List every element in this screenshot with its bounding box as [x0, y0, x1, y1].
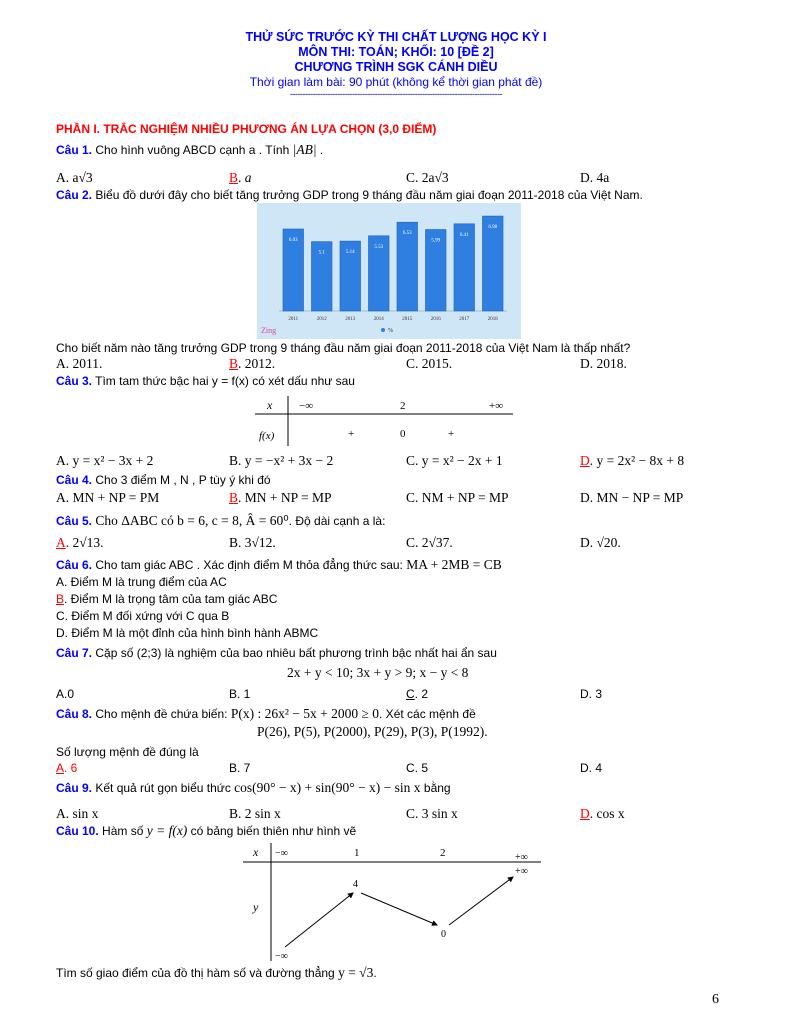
arrow-down: [361, 893, 437, 925]
sign-positive: +: [348, 428, 355, 440]
exam-program: CHƯƠNG TRÌNH SGK CÁNH DIỀU: [294, 60, 498, 74]
bar-value-label: 5.14: [345, 250, 355, 256]
trig-expression: cos(90° − x) + sin(90° − x) − sin x: [234, 780, 421, 795]
q1-option-d[interactable]: D. 4a: [580, 170, 610, 185]
question-3: [56, 374, 355, 388]
question-6: [56, 557, 502, 573]
question-text: . Độ dài cạnh a là:: [288, 514, 386, 528]
punctuation: .: [373, 966, 377, 980]
q2-option-d[interactable]: D. 2018.: [580, 356, 627, 371]
question-text: bằng: [423, 781, 451, 795]
q6-option-d[interactable]: D. Điểm M là một đỉnh của hình bình hành ABMC: [56, 626, 319, 640]
question-text: Biểu đồ dưới đây cho biết tăng trưởng GDP trong 9 tháng đầu năm giai đoạn 2011-2018 của Việt Nam.: [95, 188, 643, 202]
question-text: Cho mệnh đề chứa biến:: [95, 707, 228, 721]
exam-duration: Thời gian làm bài: 90 phút (không kể thời gian phát đề): [249, 75, 543, 89]
question-4: [56, 473, 271, 487]
category-label: 2016: [430, 317, 441, 322]
question-label: Câu 7.: [56, 646, 93, 660]
exam-subject: MÔN THI: TOÁN; KHỐI: 10 [ĐỀ 2]: [298, 45, 494, 59]
legend-swatch: [381, 328, 385, 332]
q4-option-d[interactable]: D. MN − NP = MP: [580, 490, 684, 505]
question-2: [56, 188, 643, 202]
q1-option-b[interactable]: B. a: [229, 170, 252, 185]
answer-mark: B: [229, 356, 239, 371]
question-label: Câu 4.: [56, 473, 93, 487]
root-value: 2: [400, 400, 406, 412]
category-label: 2015: [402, 317, 413, 322]
abs-vector: |AB|: [292, 142, 317, 157]
pos-inf: +∞: [515, 852, 528, 863]
question-text: Tìm tam thức bậc hai y = f(x) có xét dấu như sau: [95, 374, 355, 388]
q8-option-d[interactable]: D. 4: [580, 761, 603, 775]
q3-option-b[interactable]: B. y = −x² + 3x − 2: [229, 453, 334, 468]
y-pos-inf: +∞: [515, 866, 528, 877]
gdp-bar-chart: [257, 203, 521, 339]
q8-option-b[interactable]: B. 7: [229, 761, 251, 775]
q4-option-a[interactable]: A. MN + NP = PM: [56, 490, 160, 505]
arrow-up: [449, 877, 513, 925]
function-name: y = f(x): [146, 823, 188, 838]
q8-option-c[interactable]: C. 5: [406, 761, 429, 775]
answer-mark: D: [580, 806, 590, 821]
sign-table: [255, 393, 515, 449]
bar-value-label: 5.99: [431, 238, 441, 244]
neg-inf: −∞: [299, 400, 314, 412]
q2-question: Cho biết năm nào tăng trưởng GDP trong 9 tháng đầu năm giai đoạn 2011-2018 của Việt Nam là thấp nhất?: [56, 341, 631, 355]
q6-option-a[interactable]: A. Điểm M là trung điểm của AC: [56, 575, 227, 589]
q2-option-b[interactable]: B. 2012.: [229, 356, 276, 371]
question-text: Hàm số: [102, 824, 144, 838]
question-10: [56, 823, 356, 839]
question-label: Câu 5.: [56, 514, 93, 528]
question-9: [56, 780, 451, 796]
question-label: Câu 1.: [56, 143, 93, 157]
bar-value-label: 6.03: [288, 237, 298, 243]
question-text: Cặp số (2;3) là nghiệm của bao nhiêu bất phương trình bậc nhất hai ẩn sau: [95, 646, 497, 660]
x-label: x: [267, 398, 273, 412]
arrow-up: [285, 893, 353, 947]
q4-option-c[interactable]: C. NM + NP = MP: [406, 490, 509, 505]
question-5: [56, 513, 385, 529]
question-label: Câu 10.: [56, 824, 99, 838]
q6-option-b[interactable]: B. Điểm M là trọng tâm của tam giác ABC: [56, 592, 278, 606]
sign-positive: +: [448, 428, 455, 440]
category-label: 2017: [459, 317, 470, 322]
q7-option-a[interactable]: A.0: [56, 687, 75, 701]
variation-table: [243, 841, 543, 963]
header-rule: -------------------------------------------------------------------------------------: [289, 89, 503, 99]
q6-option-c[interactable]: C. Điểm M đối xứng với C qua B: [56, 609, 230, 623]
q5-option-d[interactable]: D. √20.: [580, 535, 621, 550]
question-label: Câu 2.: [56, 188, 93, 202]
question-text: Cho hình vuông ABCD cạnh a . Tính: [95, 143, 290, 157]
y-min: 0: [441, 929, 446, 940]
bar-value-label: 5.53: [374, 244, 384, 250]
q1-option-a[interactable]: A. a√3: [56, 170, 93, 185]
q5-option-b[interactable]: B. 3√12.: [229, 535, 276, 550]
question-text: . Xét các mệnh đề: [379, 707, 476, 721]
q9-option-a[interactable]: A. sin x: [56, 806, 99, 821]
line-equation: y = √3: [338, 965, 374, 980]
bar-value-label: 6.41: [459, 232, 469, 238]
bar-value-label: 6.53: [402, 231, 412, 237]
bar-value-label: 6.98: [488, 225, 498, 231]
triangle-given: Cho ΔABC có b = 6, c = 8, Â = 60⁰: [95, 513, 289, 528]
q9-option-c[interactable]: C. 3 sin x: [406, 806, 458, 821]
question-label: Câu 6.: [56, 558, 93, 572]
question-label: Câu 3.: [56, 374, 93, 388]
x-label: x: [253, 845, 259, 859]
zero-value: 0: [400, 428, 406, 440]
q8-prompt: Số lượng mệnh đề đúng là: [56, 745, 199, 759]
x-critical-2: 2: [440, 847, 446, 859]
q7-option-d[interactable]: D. 3: [580, 687, 603, 701]
bar-value-label: 5.1: [318, 250, 325, 256]
q3-option-c[interactable]: C. y = x² − 2x + 1: [406, 453, 503, 468]
inequality-system: 2x + y < 10; 3x + y > 9; x − y < 8: [287, 665, 469, 680]
page-number: 6: [712, 992, 719, 1007]
q3-option-a[interactable]: A. y = x² − 3x + 2: [56, 453, 154, 468]
exam-title: THỬ SỨC TRƯỚC KỲ THI CHẤT LƯỢNG HỌC KỲ I: [245, 30, 547, 44]
q2-option-c[interactable]: C. 2015.: [406, 356, 453, 371]
category-label: 2018: [487, 317, 498, 322]
q7-option-b[interactable]: B. 1: [229, 687, 251, 701]
x-critical-1: 1: [354, 847, 360, 859]
answer-mark: B: [229, 170, 239, 185]
q3-option-d[interactable]: D. y = 2x² − 8x + 8: [580, 453, 685, 468]
answer-mark: B: [229, 490, 239, 505]
question-text: Cho tam giác ABC . Xác định điểm M thỏa đẳng thức sau:: [95, 558, 403, 572]
question-text: Cho 3 điểm M , N , P tùy ý khi đó: [95, 473, 271, 487]
q9-option-b[interactable]: B. 2 sin x: [229, 806, 281, 821]
answer-mark: D: [580, 453, 590, 468]
fx-label: f(x): [259, 430, 275, 442]
category-label: 2012: [316, 317, 327, 322]
q2-option-a[interactable]: A. 2011.: [56, 356, 103, 371]
answer-mark: C: [406, 687, 415, 701]
q5-option-a[interactable]: A. 2√13.: [56, 535, 104, 550]
q8-option-a[interactable]: A. 6: [56, 761, 78, 775]
q1-option-c[interactable]: C. 2a√3: [406, 170, 449, 185]
question-text: Kết quả rút gọn biểu thức: [95, 781, 231, 795]
y-max: 4: [353, 879, 358, 890]
y-label: y: [253, 900, 259, 914]
question-label: Câu 9.: [56, 781, 93, 795]
vector-equation: MA + 2MB = CB: [406, 557, 502, 572]
predicate-equation: P(x) : 26x² − 5x + 2000 ≥ 0: [230, 706, 380, 721]
chart-brand: Zing: [261, 326, 277, 335]
bar-2018: [482, 216, 503, 311]
q10-question: [56, 965, 377, 981]
question-1: Câu 1. Cho hình vuông ABCD cạnh a . Tính |AB| .: [56, 142, 324, 157]
answer-mark: A: [56, 761, 65, 775]
category-label: 2014: [373, 317, 384, 322]
pos-inf: +∞: [489, 400, 504, 412]
question-text: Tìm số giao điểm của đồ thị hàm số và đường thẳng: [56, 966, 335, 980]
q9-option-d[interactable]: D. cos x: [580, 806, 625, 821]
category-label: 2013: [345, 317, 356, 322]
neg-inf: −∞: [275, 848, 288, 859]
q7-option-c[interactable]: C. 2: [406, 687, 429, 701]
question-8: [56, 706, 476, 722]
q5-option-c[interactable]: C. 2√37.: [406, 535, 453, 550]
question-text: có bảng biến thiên như hình vẽ: [190, 824, 357, 838]
answer-mark: A: [56, 535, 66, 550]
y-neg-inf: −∞: [275, 951, 288, 962]
category-label: 2011: [288, 317, 299, 322]
section-title: PHẦN I. TRẮC NGHIỆM NHIỀU PHƯƠNG ÁN LỰA CHỌN (3,0 ĐIỂM): [56, 122, 437, 136]
q4-option-b[interactable]: B. MN + NP = MP: [229, 490, 332, 505]
question-7: [56, 646, 497, 660]
question-label: Câu 8.: [56, 707, 93, 721]
answer-mark: B: [56, 592, 65, 606]
legend-label: %: [388, 328, 393, 334]
proposition-list: P(26), P(5), P(2000), P(29), P(3), P(1992).: [257, 724, 488, 739]
